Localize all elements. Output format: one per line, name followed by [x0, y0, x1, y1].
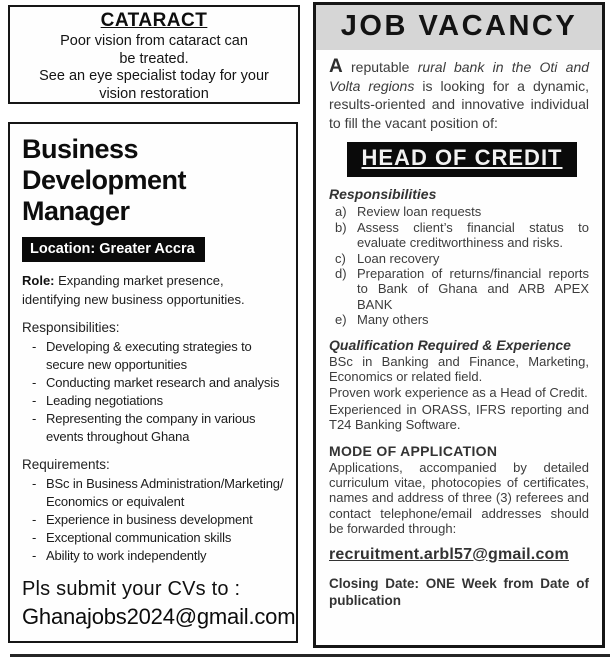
cataract-title: CATARACT: [100, 10, 208, 31]
item-marker: c): [335, 250, 346, 266]
list-item-text: BSc in Business Administration/Marketing/ Economics or equivalent: [46, 476, 284, 509]
cataract-ad: [8, 5, 300, 104]
vacancy-header: JOB VACANCY: [316, 5, 602, 50]
list-item-text: Exceptional communication skills: [46, 530, 232, 545]
vacancy-body: [316, 50, 602, 615]
list-item-text: Assess client’s financial status to evaluate creditworthiness and risks.: [357, 219, 589, 251]
closing-date-text: Closing Date: ONE Week from Date of publication: [329, 575, 589, 608]
intro-start: reputable: [351, 59, 410, 75]
bullet-marker: -: [32, 512, 37, 527]
item-marker: a): [335, 204, 347, 220]
bdm-email-address[interactable]: Ghanajobs2024@gmail.com: [22, 604, 296, 629]
list-item-text: Developing & executing strategies to secure new opportunities: [46, 339, 252, 372]
list-item: [22, 338, 284, 374]
qualification-paragraph: Proven work experience as a Head of Credit.: [329, 385, 588, 401]
job-vacancy-ad: [313, 2, 605, 648]
item-marker: d): [335, 266, 347, 281]
vacancy-intro-paragraph: [329, 58, 589, 132]
intro-rest: is looking for a dynamic, results-oriented and innovative individual to fill the vacant position of:: [329, 77, 590, 131]
cataract-line: be treated.: [119, 50, 189, 67]
requirements-heading: Requirements:: [22, 457, 110, 472]
list-item: [22, 410, 284, 446]
list-item-text: Experience in business development: [46, 512, 253, 527]
list-item-text: Conducting market research and analysis: [46, 375, 280, 390]
list-item-text: Ability to work independently: [46, 548, 207, 563]
list-item: [329, 220, 589, 251]
list-item: [22, 392, 284, 410]
responsibilities-heading: Responsibilities:: [22, 320, 120, 335]
bullet-marker: -: [32, 411, 37, 426]
cataract-line: vision restoration: [99, 85, 209, 102]
requirements-list: [22, 475, 284, 565]
list-item-text: Review loan requests: [357, 204, 482, 220]
bullet-marker: -: [32, 375, 37, 390]
list-item: [22, 511, 284, 529]
role-text: Expanding market presence, identifying new business opportunities.: [22, 273, 245, 307]
list-item: [22, 475, 284, 511]
list-item-text: Loan recovery: [357, 250, 440, 266]
list-item: [22, 547, 284, 565]
list-item: [329, 312, 589, 327]
business-development-manager-ad: [8, 122, 298, 643]
responsibilities-heading: Responsibilities: [329, 186, 437, 203]
qualification-paragraph: Experienced in ORASS, IFRS reporting and T24 Banking Software.: [329, 401, 589, 433]
mode-of-application-heading: MODE OF APPLICATION: [329, 442, 498, 459]
list-item-text: Leading negotiations: [46, 393, 163, 408]
list-item: [329, 266, 589, 312]
intro-italic-phrase: rural bank in the Oti and Volta regions: [329, 59, 590, 94]
job-title: Business Development Manager: [22, 134, 187, 226]
position-title: HEAD OF CREDIT: [361, 145, 563, 171]
list-item: [329, 204, 589, 219]
bullet-marker: -: [32, 548, 37, 563]
bullet-marker: -: [32, 476, 37, 491]
list-item: [22, 374, 284, 392]
submit-cv-text: Pls submit your CVs to :: [22, 578, 241, 600]
bullet-marker: -: [32, 339, 37, 354]
mode-of-application-paragraph: Applications, accompanied by detailed curriculum vitae, photocopies of certificates, names and address of three (3) referees and contact telephone/email addresses should be forwarded through:: [329, 459, 589, 537]
list-item: [329, 251, 589, 266]
role-label: Role:: [22, 273, 55, 288]
position-title-badge: [347, 142, 577, 177]
location-badge: Location: Greater Accra: [22, 237, 205, 262]
responsibilities-list: [22, 338, 284, 446]
list-item: [22, 529, 284, 547]
bottom-divider: [10, 654, 610, 657]
recruitment-email-address[interactable]: recruitment.arbl57@gmail.com: [329, 545, 569, 563]
bullet-marker: -: [32, 530, 37, 545]
qualification-heading: Qualification Required & Experience: [329, 336, 571, 353]
cataract-line: See an eye specialist today for your: [39, 68, 269, 84]
role-paragraph: [22, 272, 284, 309]
cataract-line: Poor vision from cataract can: [60, 33, 248, 49]
list-item-text: Preparation of returns/financial reports to Bank of Ghana and ARB APEX BANK: [357, 266, 589, 312]
responsibilities-list: [329, 204, 589, 327]
list-item-text: Many others: [357, 312, 429, 328]
item-marker: b): [335, 219, 347, 235]
intro-dropcap: A: [329, 56, 343, 77]
item-marker: e): [335, 312, 347, 328]
list-item-text: Representing the company in various events throughout Ghana: [46, 411, 256, 444]
bullet-marker: -: [32, 393, 37, 408]
qualification-paragraph: BSc in Banking and Finance, Marketing, Economics or related field.: [329, 353, 589, 385]
